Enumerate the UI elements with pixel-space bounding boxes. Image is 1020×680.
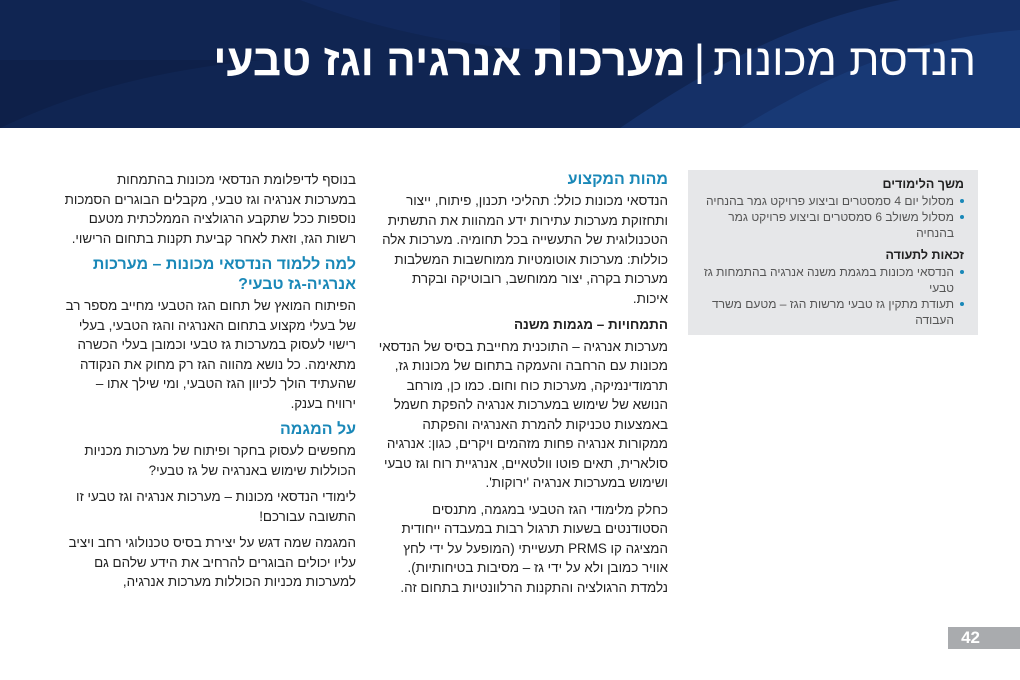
title-prefix: הנדסת מכונות xyxy=(713,36,976,85)
about-heading: על המגמה xyxy=(279,421,356,438)
training-paragraph: כחלק מלימודי הגז הטבעי במגמה, מתנסים הסטודנטים בשעות תרגול רבות במעבדה ייחודית המציגה קו PRMS תעשייתי (המופעל על ידי לחץ אוויר כמובן ולא על ידי גז – מסיבות בטיחותיות). נלמדת הרגולציה והתקנות הרלוונטיות בתחום זה. xyxy=(400,501,668,595)
diploma-paragraph: בנוסף לדיפלומת הנדסאי מכונות בהתמחות במערכות אנרגיה וגז טבעי, מקבלים הבוגרים הסמכות נוספות ככל שתקבע הרגולציה הממלכתית מטעם רשות הגז, וזאת לאחר קביעת תקנות בתחום הרישוי. xyxy=(64,172,356,246)
about-paragraph-1: מחפשים לעסוק בחקר ופיתוח של מערכות מכניות הכוללות שימוש באנרגיה של גז טבעי? xyxy=(84,443,356,478)
about-paragraph-3: המגמה שמה דגש על יצירת בסיס טכנולוגי רחב ויציב עליו יכולים הבוגרים להרחיב את הידע שלהם גם למערכות מכניות הכוללות מערכות אנרגיה, xyxy=(68,535,356,589)
middle-column xyxy=(374,170,668,604)
list-item: מסלול משולב 6 סמסטרים וביצוע פרויקט גמר בהנחיה xyxy=(698,209,964,241)
title-main: מערכות אנרגיה וגז טבעי xyxy=(213,36,686,85)
page-header-banner xyxy=(0,0,1020,128)
info-sidebar xyxy=(688,170,978,335)
list-item: הנדסאי מכונות במגמת משנה אנרגיה בהתמחות גז טבעי xyxy=(698,264,964,296)
about-paragraph-2: לימודי הנדסאי מכונות – מערכות אנרגיה וגז טבעי זו התשובה עבורכם! xyxy=(76,489,356,524)
profession-paragraph: הנדסאי מכונות כולל: תהליכי תכנון, פיתוח, ייצור ותחזוקת מערכות עתירות ידע המהוות את התשתית הטכנולוגית של התעשייה בכל תחומיה. מערכות אלה כוללות: מערכות אוטומטיות ממוחשבות המשלבות מערכות בקרה, יצור ממוחשב, רובוטיקה ובקרת איכות. xyxy=(382,193,668,306)
certificate-heading: זכאות לתעודה xyxy=(885,248,964,262)
certificate-list xyxy=(698,264,964,328)
why-study-heading: למה ללמוד הנדסאי מכונות – מערכות אנרגיה-גז טבעי? xyxy=(92,256,356,293)
profession-heading: מהות המקצוע xyxy=(567,171,668,188)
title-separator: | xyxy=(693,36,706,85)
page-title xyxy=(213,36,976,86)
specialization-heading: התמחויות – מגמות משנה xyxy=(513,317,668,332)
left-column xyxy=(64,170,356,599)
page-number-badge xyxy=(948,627,1020,649)
page-number: 42 xyxy=(961,628,980,647)
list-item: מסלול יום 4 סמסטרים וביצוע פרויקט גמר בהנחיה xyxy=(698,193,964,209)
list-item: תעודת מתקין גז טבעי מרשות הגז – מטעם משרד העבודה xyxy=(698,296,964,328)
duration-list xyxy=(698,193,964,241)
why-study-paragraph: הפיתוח המואץ של תחום הגז הטבעי מחייב מספר רב של בעלי מקצוע בתחום האנרגיה והגז הטבעי, בעלי רישוי לעסוק במערכות גז טבעי וכמובן בעלי הכשרה מתאימה. כל נושא מהווה הגז רק מחוק את הנקודה שהעתיד הולך לכיוון הגז הטבעי, ומי שילך אתו – ירוויח בענק. xyxy=(65,298,356,411)
specialization-paragraph: מערכות אנרגיה – התוכנית מחייבת בסיס של הנדסאי מכונות עם הרחבה והעמקה בתחום של מכונות גז, תרמודינמיקה, מערכות כוח וחום. כמו כן, מורחב הנושא של שימוש במערכות אנרגיה להפקת חשמל באמצעות טכניקות להמרת האנרגיה והפקתה ממקורות אנרגיה פחות מזהמים ויקרים, כגון: אנרגיה סולארית, תאים פוטו וולטאיים, אנרגיית רוח וגז טבעי ושימוש במערכות אנרגיה 'ירוקות'. xyxy=(378,338,668,490)
duration-heading: משך הלימודים xyxy=(882,177,964,191)
